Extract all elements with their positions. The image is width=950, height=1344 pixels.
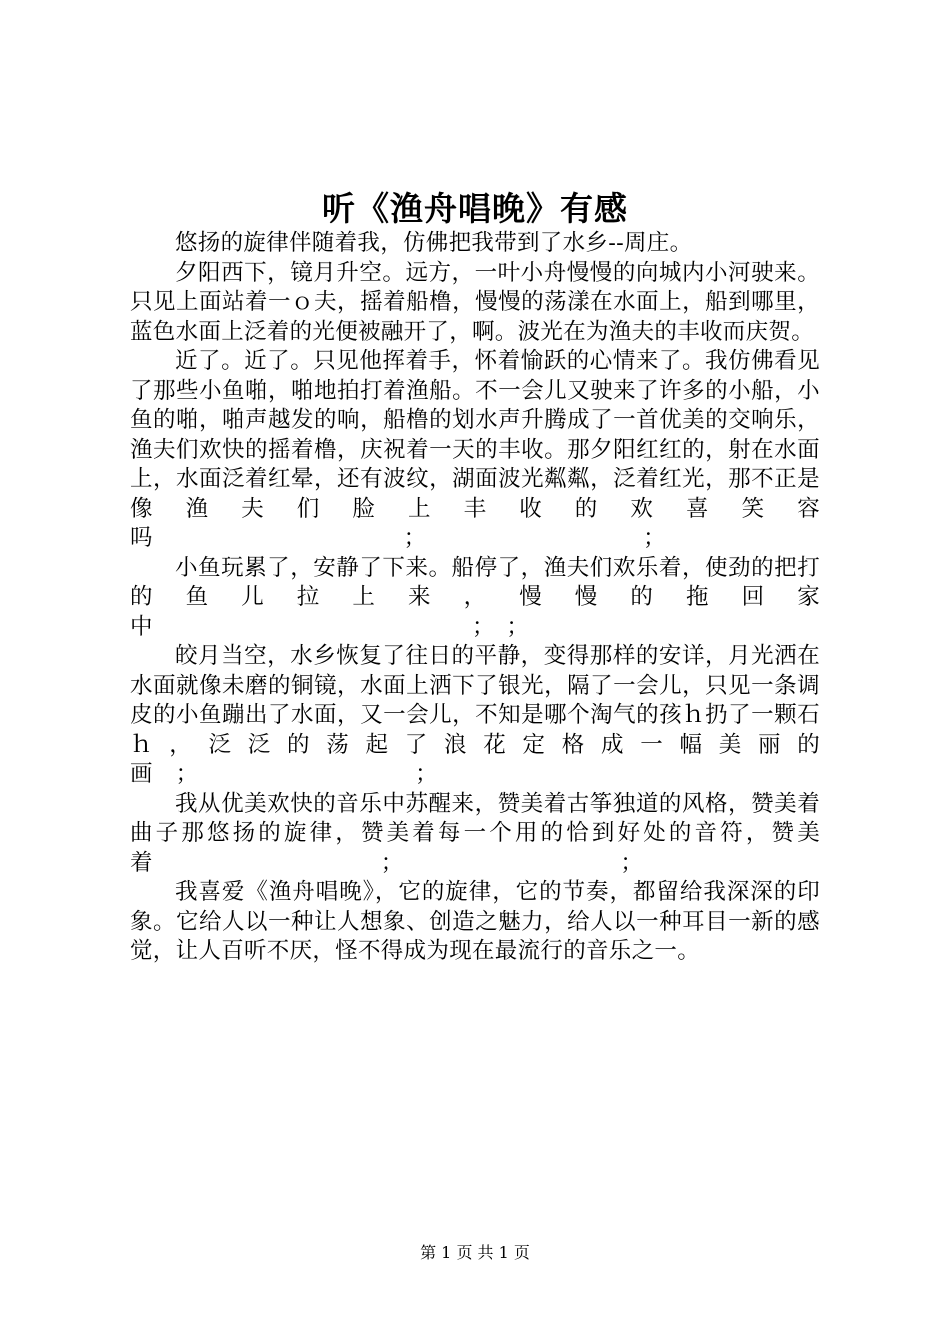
paragraph-3: 近了。近了。只见他挥着手，怀着愉跃的心情来了。我仿佛看见了那些小鱼啪，啪地拍打着渔船。不一会儿又驶来了许多的小船，小鱼的啪，啪声越发的响，船橹的划水声升腾成了一首优美的交响乐，渔夫们欢快的摇着橹，庆祝着一天的丰收。那夕阳红红的，射在水面上，水面泛着红晕，还有波纹，湖面波光粼粼，泛着红光，那不正是像渔夫们脸上丰收的欢喜笑容吗 ； ； bbox=[130, 348, 820, 551]
document-title: 听《渔舟唱晚》有感 bbox=[322, 189, 628, 228]
paragraph-7: 我喜爱《渔舟唱晚》，它的旋律，它的节奏，都留给我深深的印象。它给人以一种让人想象、创造之魅力，给人以一种耳目一新的感觉，让人百听不厌，怪不得成为现在最流行的音乐之一。 bbox=[130, 879, 820, 964]
paragraph-2: 夕阳西下，镜月升空。远方，一叶小舟慢慢的向城内小河驶来。只见上面站着一ｏ夫，摇着船橹，慢慢的荡漾在水面上，船到哪里，蓝色水面上泛着的光便被融开了，啊。波光在为渔夫的丰收而庆贺。 bbox=[130, 259, 820, 345]
paragraph-5: 皎月当空，水乡恢复了往日的平静，变得那样的安详，月光洒在水面就像未磨的铜镜，水面上洒下了银光，隔了一会儿，只见一条调皮的小鱼蹦出了水面，又一会儿，不知是哪个淘气的孩ｈ扔了一颗石ｈ，泛泛的荡起了浪花定格成一幅美丽的画 ； ； bbox=[130, 643, 820, 787]
document-body bbox=[130, 229, 820, 967]
page-footer: 第 1 页 共 1 页 bbox=[420, 1243, 530, 1262]
paragraph-6: 我从优美欢快的音乐中苏醒来，赞美着古筝独道的风格，赞美着曲子那悠扬的旋律，赞美着每一个用的恰到好处的音符，赞美着 ； ； bbox=[130, 790, 820, 876]
paragraph-4: 小鱼玩累了，安静了下来。船停了，渔夫们欢乐着，使劲的把打的鱼儿拉上来，慢慢的拖回家中 ； ； bbox=[130, 554, 820, 640]
paragraph-1: 悠扬的旋律伴随着我，仿佛把我带到了水乡--周庄。 bbox=[175, 230, 693, 256]
